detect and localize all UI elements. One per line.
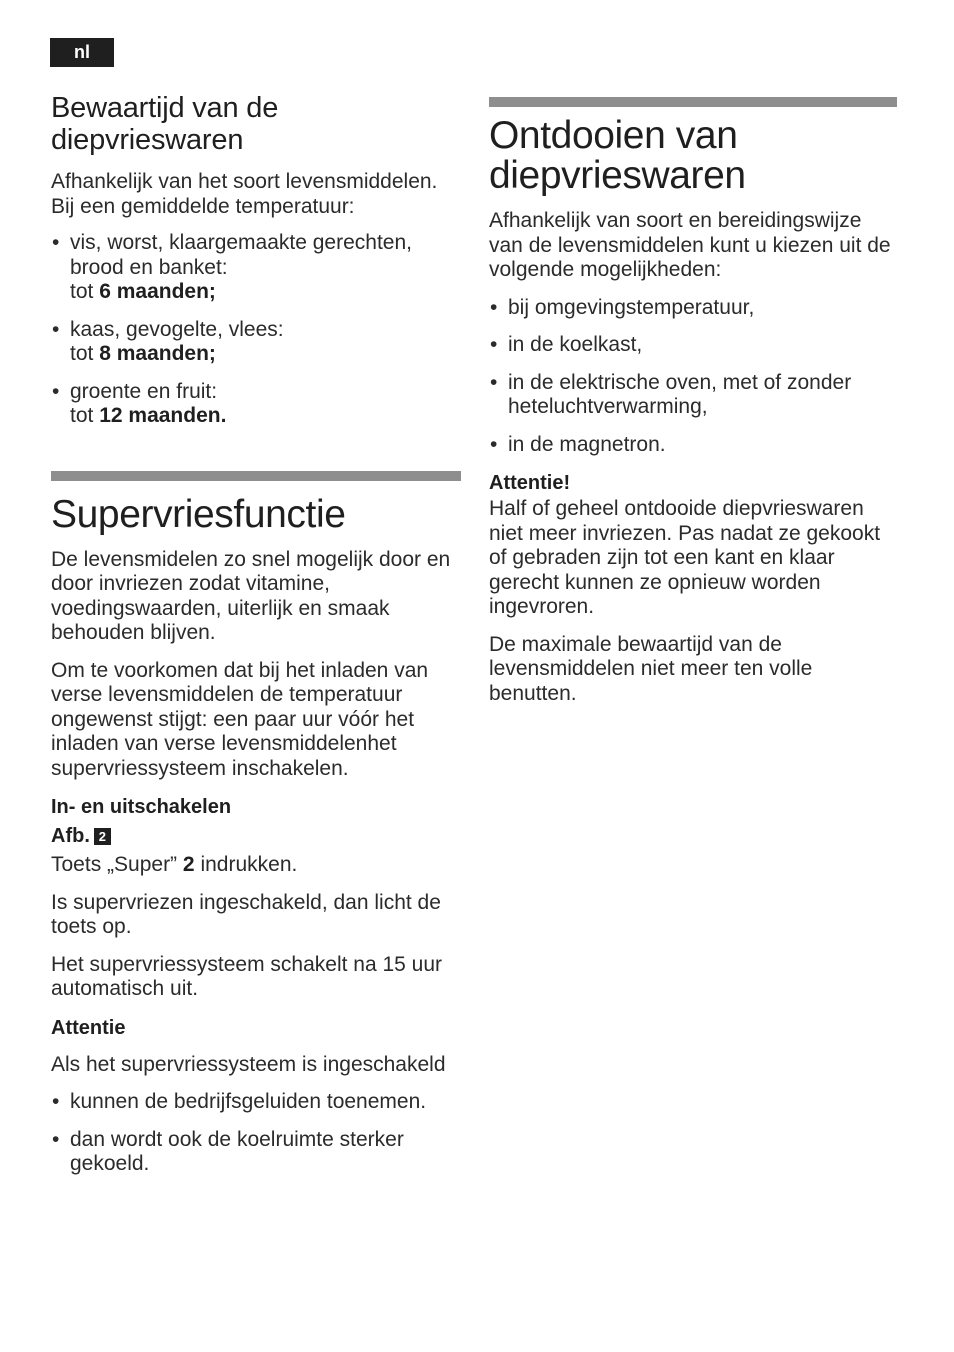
attention-list (51, 1090, 461, 1177)
storage-item-duration: 6 maanden; (99, 280, 216, 303)
thawing-option (489, 371, 897, 420)
thawing-final-text: De maximale bewaartijd van de levensmiddelen niet meer ten volle benutten. (489, 632, 813, 705)
superfreeze-para: Het supervriessysteem schakelt na 15 uur automatisch uit. (51, 952, 443, 1000)
thawing-title: Ontdooien van diepvrieswaren (489, 114, 746, 197)
bullet-icon: • (52, 231, 60, 254)
figure-number-badge: 2 (94, 828, 111, 845)
figure-label: Afb. (51, 825, 90, 847)
superfreeze-title: Supervriesfunctie (51, 492, 346, 536)
attention-intro: Als het supervriessysteem is ingeschakeld (51, 1052, 446, 1076)
bullet-icon: • (52, 317, 60, 341)
thawing-attention-text: Half of geheel ontdooide diepvrieswaren niet meer invriezen. Pas nadat ze gekookt of gebraden zijn tot een kant en klaar gerecht kunnen ze opnieuw worden ingevroren. (489, 497, 881, 618)
storage-item (51, 318, 461, 367)
storage-list (51, 231, 461, 429)
thawing-attention-heading: Attentie! (489, 472, 571, 494)
superfreeze-para: Is supervriezen ingeschakeld, dan licht de toets op. (51, 890, 441, 938)
storage-item (51, 231, 461, 305)
storage-item-text: groente en fruit: (70, 379, 218, 403)
section-divider (489, 97, 897, 107)
press-instruction-pre: Toets „Super” (51, 853, 178, 876)
attention-item-text: dan wordt ook de koelruimte sterker gekoeld. (70, 1127, 404, 1175)
bullet-icon: • (490, 295, 498, 319)
thawing-intro: Afhankelijk van soort en bereidingswijze van de levensmiddelen kunt u kiezen uit de volgende mogelijkheden: (489, 209, 891, 281)
thawing-options-list (489, 296, 897, 458)
attention-heading: Attentie (51, 1016, 126, 1039)
press-instruction (51, 853, 461, 878)
switch-heading: In- en uitschakelen (51, 796, 232, 818)
thawing-option-text: in de koelkast, (508, 333, 643, 356)
storage-item-duration: 8 maanden; (99, 342, 216, 365)
press-instruction-post: indrukken. (200, 853, 298, 876)
bullet-icon: • (52, 1090, 60, 1113)
storage-item-prefix: tot (70, 342, 94, 365)
left-column (51, 92, 461, 1177)
superfreeze-para: Om te voorkomen dat bij het inladen van verse levensmiddelen de temperatuur ongewenst stijgt: een paar uur vóór het inladen van verse levensmiddelenhet supervriessysteem inschakelen. (51, 658, 429, 780)
superfreeze-para: De levensmidelen zo snel mogelijk door en door invriezen zodat vitamine, voedingswaarden, uiterlijk en smaak behouden blijven. (51, 547, 451, 644)
storage-item-duration: 12 maanden. (99, 404, 227, 427)
right-column (489, 97, 897, 706)
thawing-option (489, 333, 897, 358)
bullet-icon: • (52, 1127, 60, 1151)
thawing-option-text: in de magnetron. (508, 432, 666, 456)
superfreeze-section (51, 492, 461, 1177)
press-key-number: 2 (182, 853, 195, 876)
storage-item-text: vis, worst, klaargemaakte gerechten, brood en banket: (70, 231, 412, 279)
thawing-option-text: bij omgevingstemperatuur, (508, 295, 755, 319)
thawing-option (489, 296, 897, 321)
storage-title: Bewaartijd van de diepvrieswaren (51, 92, 279, 156)
thawing-option-text: in de elektrische oven, met of zonder heteluchtverwarming, (508, 370, 852, 418)
figure-reference (51, 824, 461, 848)
attention-item (51, 1090, 461, 1115)
language-tag: nl (50, 38, 114, 67)
bullet-icon: • (52, 379, 60, 403)
storage-item (51, 380, 461, 429)
section-divider (51, 471, 461, 481)
storage-item-prefix: tot (70, 404, 94, 427)
bullet-icon: • (490, 333, 498, 356)
attention-item (51, 1128, 461, 1177)
thawing-section (489, 116, 897, 706)
storage-intro: Afhankelijk van het soort levensmiddelen. Bij een gemiddelde temperatuur: (51, 170, 438, 218)
bullet-icon: • (490, 370, 498, 394)
storage-item-prefix: tot (70, 280, 94, 303)
bullet-icon: • (490, 432, 498, 456)
storage-item-text: kaas, gevogelte, vlees: (70, 317, 284, 341)
attention-item-text: kunnen de bedrijfsgeluiden toenemen. (70, 1090, 427, 1113)
storage-section (51, 92, 461, 429)
thawing-option (489, 433, 897, 458)
